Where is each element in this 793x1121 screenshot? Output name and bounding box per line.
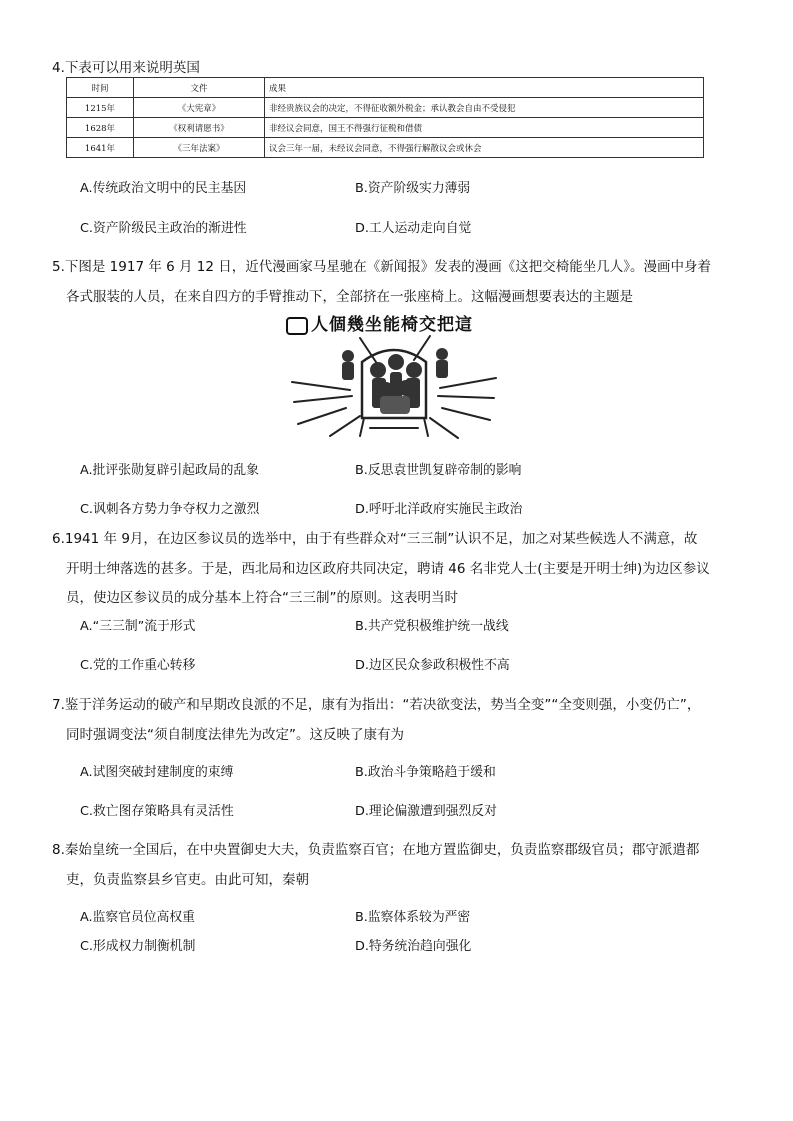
q7-option-c: C.救亡图存策略具有灵活性 [80, 804, 234, 819]
q5-option-c: C.讽刺各方势力争夺权力之激烈 [80, 502, 260, 517]
q5-option-b: B.反思袁世凯复辟帝制的影响 [355, 463, 522, 478]
q7-stem-line-2: 同时强调变法“须自制度法律先为改定”。这反映了康有为 [66, 727, 404, 743]
q7-option-a: A.试图突破封建制度的束缚 [80, 765, 234, 780]
q7-option-b: B.政治斗争策略趋于缓和 [355, 765, 496, 780]
table-cell: 非经贵族议会的决定，不得征收额外税金；承认教会自由不受侵犯 [265, 98, 704, 118]
q6-stem-line-1: 6.1941 年 9月，在边区参议员的选举中，由于有些群众对“三三制”认识不足，加之对某些候选人不满意，故 [52, 531, 698, 547]
arm-left [292, 382, 360, 436]
q5-option-d: D.呼吁北洋政府实施民主政治 [355, 502, 523, 517]
table-header: 文件 [134, 78, 265, 98]
q8-stem-line-2: 吏，负责监察县乡官吏。由此可知，秦朝 [66, 872, 309, 888]
table-row [67, 118, 704, 138]
table-cell: 非经议会同意，国王不得强行征税和借债 [265, 118, 704, 138]
q6-option-b: B.共产党积极维护统一战线 [355, 619, 509, 634]
q8-option-d: D.特务统治趋向强化 [355, 939, 472, 954]
q6-option-a: A.“三三制”流于形式 [80, 619, 196, 634]
table-header: 时间 [67, 78, 134, 98]
cartoon-illustration [290, 332, 498, 440]
table-cell: 《大宪章》 [134, 98, 265, 118]
table-cell: 《三年法案》 [134, 138, 265, 158]
q8-stem-line-1: 8.秦始皇统一全国后，在中央置御史大夫，负责监察百官；在地方置监御史，负责监察郡级官员；郡守派遣都 [52, 842, 700, 858]
q8-option-c: C.形成权力制衡机制 [80, 939, 196, 954]
q6-stem-line-3: 员，使边区参议员的成分基本上符合“三三制”的原则。这表明当时 [66, 590, 458, 606]
table-cell: 1215年 [67, 98, 134, 118]
table-cell: 1641年 [67, 138, 134, 158]
q4-stem: 4.下表可以用来说明英国 [52, 60, 200, 76]
q5-stem-line-2: 各式服装的人员，在来自四方的手臂推动下，全部挤在一张座椅上。这幅漫画想要表达的主题是 [66, 289, 633, 305]
q8-option-b: B.监察体系较为严密 [355, 910, 471, 925]
table-header-row [67, 78, 704, 98]
q4-table [66, 77, 704, 158]
q7-stem-line-1: 7.鉴于洋务运动的破产和早期改良派的不足，康有为指出：“若决欲变法，势当全变”“全变则强，小变仍亡”， [52, 697, 701, 713]
arm-right [430, 378, 496, 438]
q8-option-a: A.监察官员位高权重 [80, 910, 195, 925]
table-row [67, 98, 704, 118]
table-cell: 1628年 [67, 118, 134, 138]
q4-option-b: B.资产阶级实力薄弱 [355, 181, 471, 196]
q6-option-c: C.党的工作重心转移 [80, 658, 196, 673]
q6-stem-line-2: 开明士绅落选的甚多。于是，西北局和边区政府共同决定，聘请 46 名非党人士(主要是开明士绅)为边区参议 [66, 561, 710, 577]
q6-option-d: D.边区民众参政积极性不高 [355, 658, 510, 673]
q4-option-c: C.资产阶级民主政治的渐进性 [80, 221, 247, 236]
q4-option-d: D.工人运动走向自觉 [355, 221, 472, 236]
q5-option-a: A.批评张勋复辟引起政局的乱象 [80, 463, 259, 478]
table-cell: 议会三年一届，未经议会同意，不得强行解散议会或休会 [265, 138, 704, 158]
table-row [67, 138, 704, 158]
q7-option-d: D.理论偏激遭到强烈反对 [355, 804, 497, 819]
table-cell: 《权利请愿书》 [134, 118, 265, 138]
q5-stem-line-1: 5.下图是 1917 年 6 月 12 日，近代漫画家马星驰在《新闻报》发表的漫画《这把交椅能坐几人》。漫画中身着 [52, 259, 712, 275]
table-header: 成果 [265, 78, 704, 98]
q4-option-a: A.传统政治文明中的民主基因 [80, 181, 247, 196]
cartoon-title: 人個幾坐能椅交把這 [286, 310, 473, 335]
